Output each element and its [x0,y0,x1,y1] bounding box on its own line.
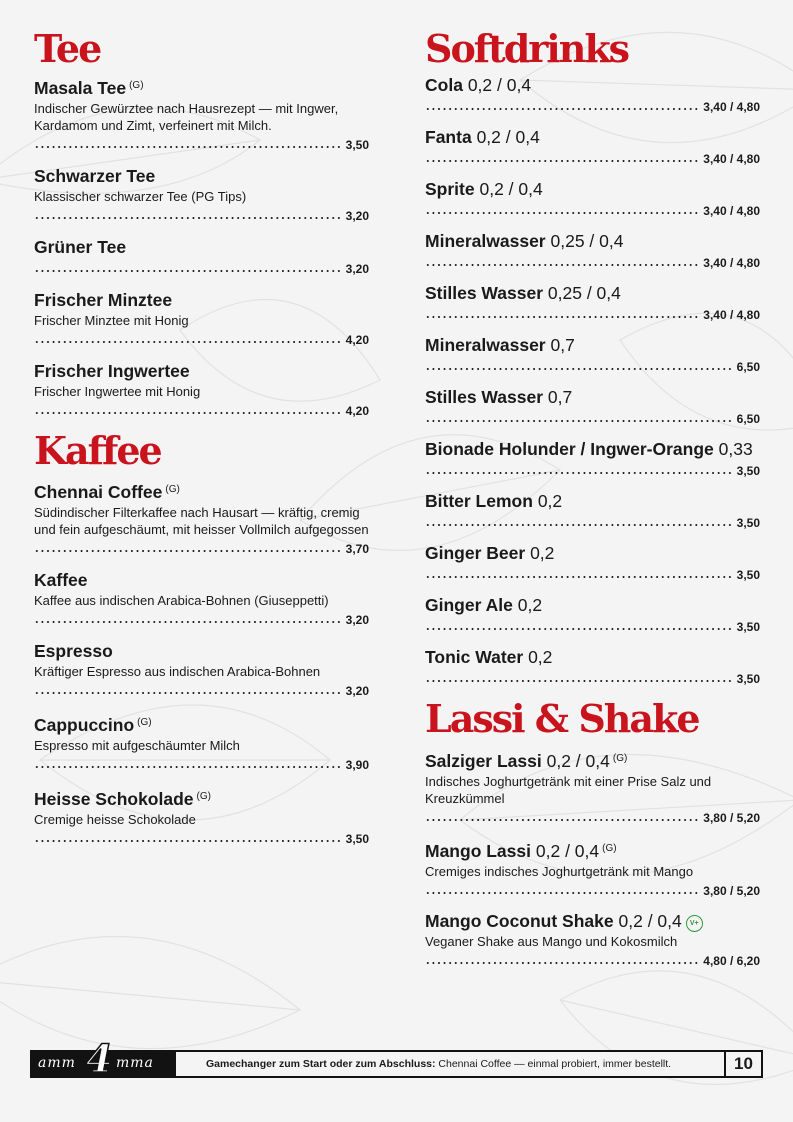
item-size: 0,25 / 0,4 [550,231,624,251]
item-price: 4,20 [345,404,369,418]
item-description: Cremige heisse Schokolade [34,812,196,827]
item-price: 3,80 / 5,20 [703,884,760,898]
logo-text-left: amm [38,1055,76,1071]
price-row [34,259,369,276]
price-row [34,135,369,152]
dot-leader [34,217,342,219]
kaffee-items [34,479,369,846]
price-row [425,808,760,825]
menu-item [34,570,369,627]
item-name: Schwarzer Tee [34,166,156,186]
menu-item [425,647,760,686]
item-name: Salziger Lassi [425,751,542,771]
price-row [34,829,369,846]
item-price: 3,40 / 4,80 [703,308,760,322]
item-price: 3,50 [736,464,760,478]
dot-leader [34,692,342,694]
item-price: 3,20 [345,613,369,627]
item-price: 3,50 [345,832,369,846]
dot-leader [34,840,342,842]
price-row [425,305,760,322]
price-row [425,201,760,218]
item-description: Indischer Gewürztee nach Hausrezept — mit Ingwer, Kardamom und Zimt, verfeinert mit Milch. [34,101,339,133]
gluten-badge: (G) [602,843,617,854]
menu-item [34,786,369,846]
item-heading [34,641,369,662]
gluten-badge: (G) [165,484,180,495]
footer-tagline [176,1050,724,1078]
menu-item [425,75,760,114]
menu-item [34,479,369,556]
menu-item [425,911,760,968]
item-heading [425,439,760,460]
item-size: 0,2 / 0,4 [476,127,540,147]
item-price: 3,40 / 4,80 [703,152,760,166]
page-number: 10 [724,1050,763,1078]
item-name: Ginger Beer [425,543,526,563]
dot-leader [425,160,699,162]
dot-leader [34,766,342,768]
menu-item [425,179,760,218]
item-heading [425,838,760,862]
dot-leader [425,892,699,894]
item-description: Kräftiger Espresso aus indischen Arabica-Bohnen [34,664,321,679]
dot-leader [425,264,699,266]
item-name: Cola [425,75,463,95]
gluten-badge: (G) [129,80,144,91]
menu-item [425,748,760,825]
menu-item [34,290,369,347]
item-name: Frischer Minztee [34,290,173,310]
tagline-rest: Chennai Coffee — einmal probiert, immer bestellt. [435,1058,672,1070]
item-name: Mineralwasser [425,335,546,355]
item-description: Veganer Shake aus Mango und Kokosmilch [425,934,678,949]
dot-leader [425,819,699,821]
price-row [425,97,760,114]
tee-items [34,75,369,418]
menu-item [425,491,760,530]
item-heading [425,231,760,252]
item-description: Kaffee aus indischen Arabica-Bohnen (Giuseppetti) [34,593,329,608]
menu-item [425,231,760,270]
item-name: Mango Coconut Shake [425,911,614,931]
section-title-kaffee: Kaffee [34,428,161,473]
item-name: Cappuccino [34,715,135,735]
item-name: Bionade Holunder / Ingwer-Orange [425,439,714,459]
menu-item [34,237,369,276]
item-price: 6,50 [736,360,760,374]
item-heading [34,166,369,187]
item-name: Ginger Ale [425,595,513,615]
menu-item [425,543,760,582]
item-size: 0,2 [517,595,543,615]
vegan-icon: V+ [686,915,703,932]
item-price: 3,50 [736,568,760,582]
dot-leader [425,680,733,682]
price-row [34,330,369,347]
item-size: 0,2 / 0,4 [546,751,610,771]
item-price: 3,70 [345,542,369,556]
right-column [425,26,760,981]
dot-leader [425,472,733,474]
item-heading [34,361,369,382]
item-heading [425,179,760,200]
item-size: 0,33 [718,439,753,459]
item-price: 3,50 [736,516,760,530]
gluten-badge: (G) [196,791,211,802]
item-description: Südindischer Filterkaffee nach Hausart — kräftig, cremig und fein aufgeschäumt, mit heisser Vollmilch aufgegossen [34,505,369,537]
price-row [34,206,369,223]
price-row [34,610,369,627]
item-price: 3,90 [345,758,369,772]
item-name: Mango Lassi [425,841,531,861]
item-name: Stilles Wasser [425,387,544,407]
menu-item [34,641,369,698]
item-description: Espresso mit aufgeschäumter Milch [34,738,240,753]
brand-logo [30,1036,176,1081]
item-size: 0,25 / 0,4 [547,283,621,303]
item-price: 4,20 [345,333,369,347]
item-heading [425,543,760,564]
item-name: Kaffee [34,570,88,590]
item-price: 4,80 / 6,20 [703,954,760,968]
logo-four: 4 [86,1036,113,1081]
menu-item [425,335,760,374]
item-price: 3,50 [736,620,760,634]
menu-item [425,838,760,898]
menu-item [425,283,760,322]
price-row [425,461,760,478]
dot-leader [425,212,699,214]
item-heading [425,75,760,96]
item-name: Chennai Coffee [34,482,163,502]
item-heading [425,911,760,932]
item-name: Mineralwasser [425,231,546,251]
item-heading [425,335,760,356]
item-size: 0,7 [550,335,575,355]
menu-item [34,166,369,223]
item-price: 6,50 [736,412,760,426]
menu-item [425,439,760,478]
item-description: Frischer Ingwertee mit Honig [34,384,201,399]
dot-leader [425,420,733,422]
item-size: 0,2 [528,647,553,667]
item-price: 3,20 [345,684,369,698]
item-heading [425,127,760,148]
section-title-tee: Tee [34,26,101,71]
item-heading [34,237,369,258]
menu-item [425,127,760,166]
item-price: 3,20 [345,262,369,276]
item-heading [425,595,760,616]
item-name: Masala Tee [34,78,127,98]
price-row [425,513,760,530]
item-price: 3,20 [345,209,369,223]
price-row [425,409,760,426]
menu-item [34,361,369,418]
item-heading [425,387,760,408]
item-price: 3,50 [345,138,369,152]
dot-leader [34,341,342,343]
item-description: Klassischer schwarzer Tee (PG Tips) [34,189,247,204]
item-price: 3,40 / 4,80 [703,204,760,218]
item-size: 0,2 / 0,4 [618,911,682,931]
item-size: 0,7 [547,387,573,407]
price-row [34,681,369,698]
item-heading [34,479,369,503]
price-row [425,881,760,898]
logo-text-right: mma [116,1055,154,1071]
item-size: 0,2 / 0,4 [479,179,543,199]
softdrinks-items [425,75,760,686]
item-name: Tonic Water [425,647,524,667]
item-size: 0,2 [537,491,563,511]
item-size: 0,2 [530,543,555,563]
item-name: Fanta [425,127,472,147]
menu-item [425,387,760,426]
price-row [425,617,760,634]
item-heading [34,75,369,99]
price-row [425,357,760,374]
item-description: Indisches Joghurtgetränk mit einer Prise Salz und Kreuzkümmel [425,774,712,806]
dot-leader [34,412,342,414]
tagline-strong: Gamechanger zum Start oder zum Abschluss: [206,1058,436,1070]
item-size: 0,2 / 0,4 [535,841,600,861]
price-row [425,669,760,686]
menu-item [425,595,760,634]
dot-leader [425,576,733,578]
price-row [425,253,760,270]
dot-leader [425,628,733,630]
price-row [34,539,369,556]
lassi-items [425,748,760,968]
left-column [34,26,369,860]
price-row [425,951,760,968]
menu-item [34,712,369,772]
dot-leader [34,550,342,552]
item-heading [34,712,369,736]
gluten-badge: (G) [137,717,152,728]
item-name: Heisse Schokolade [34,789,194,809]
item-heading [34,786,369,810]
item-heading [425,748,760,772]
item-name: Frischer Ingwertee [34,361,190,381]
item-size: 0,2 / 0,4 [467,75,532,95]
item-name: Grüner Tee [34,237,127,257]
dot-leader [34,621,342,623]
item-heading [425,283,760,304]
dot-leader [425,316,699,318]
item-name: Espresso [34,641,113,661]
dot-leader [425,368,733,370]
price-row [34,755,369,772]
price-row [425,149,760,166]
dot-leader [34,146,342,148]
item-heading [425,647,760,668]
item-price: 3,50 [736,672,760,686]
dot-leader [425,962,699,964]
dot-leader [425,108,699,110]
gluten-badge: (G) [612,753,628,764]
section-title-lassi-shake: Lassi & Shake [425,696,699,741]
item-price: 3,40 / 4,80 [703,256,760,270]
item-description: Frischer Minztee mit Honig [34,313,189,328]
dot-leader [34,270,342,272]
item-heading [34,570,369,591]
dot-leader [425,524,733,526]
item-heading [425,491,760,512]
footer [30,1038,763,1083]
item-description: Cremiges indisches Joghurtgetränk mit Mango [425,864,694,879]
menu-item [34,75,369,152]
item-price: 3,40 / 4,80 [703,100,760,114]
price-row [34,401,369,418]
item-heading [34,290,369,311]
price-row [425,565,760,582]
item-name: Stilles Wasser [425,283,544,303]
item-name: Bitter Lemon [425,491,533,511]
item-price: 3,80 / 5,20 [703,811,760,825]
item-name: Sprite [425,179,475,199]
section-title-softdrinks: Softdrinks [425,26,629,71]
